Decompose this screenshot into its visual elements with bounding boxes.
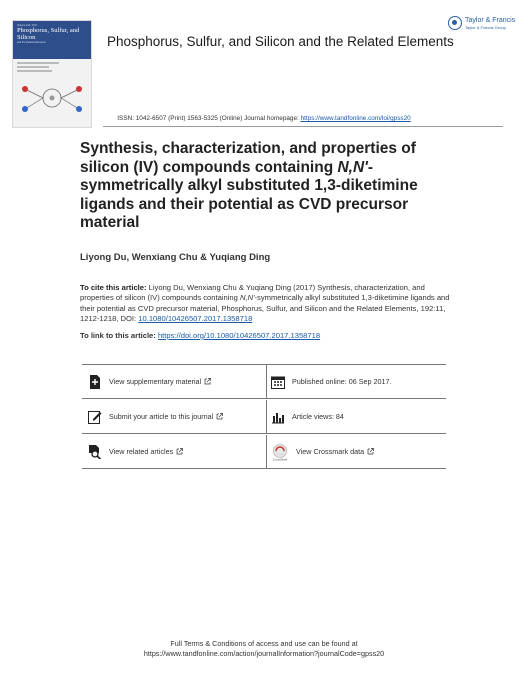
citation-label: To cite this article: xyxy=(80,283,147,292)
cover-header xyxy=(13,21,91,59)
issn-text: ISSN: 1042-6507 (Print) 1563-5325 (Online) Journal homepage: xyxy=(117,115,301,122)
cover-molecule-graphic xyxy=(17,77,87,119)
article-link-line xyxy=(80,331,320,340)
article-doi-url[interactable]: https://doi.org/10.1080/10426507.2017.1358718 xyxy=(157,331,321,340)
published-date: Published online: 06 Sep 2017. xyxy=(266,365,446,398)
citation-block: To cite this article: Liyong Du, Wenxiang Chu & Yuqiang Ding (2017) Synthesis, characterization, and properties of silicon (IV) compounds containing N,N'-symmetrically alkyl substituted 1,3-diketimine ligands and their potential as CVD precursor material, Phosphorus, Sulfur, and Silicon and the Related Elements, 192:11, 1212-1218, DOI: 10.1080/10426507.2017.1358718 xyxy=(80,283,450,324)
info-row-3 xyxy=(82,435,446,469)
crossmark-icon xyxy=(271,443,289,461)
article-authors: Liyong Du, Wenxiang Chu & Yuqiang Ding xyxy=(80,252,271,263)
external-link-icon xyxy=(367,448,374,455)
add-document-icon xyxy=(88,375,102,389)
cover-journal-name: Phosphorus, Sulfur, and Silicon xyxy=(17,27,80,41)
submit-article-link[interactable]: Submit your article to this journal xyxy=(88,400,256,433)
doi-link[interactable]: 10.1080/10426507.2017.1358718 xyxy=(138,314,253,324)
publisher-name: Taylor & Francis xyxy=(465,16,516,24)
crossmark-link[interactable]: CrossMark View Crossmark data xyxy=(266,435,446,468)
header-divider xyxy=(103,126,503,127)
journal-title: Phosphorus, Sulfur, and Silicon and the Related Elements xyxy=(107,34,454,49)
article-info-box xyxy=(82,364,446,468)
publisher-logo[interactable] xyxy=(448,16,515,30)
terms-text: Full Terms & Conditions of access and use can be found at xyxy=(170,639,358,648)
bar-chart-icon xyxy=(271,410,285,424)
publisher-tagline: Taylor & Francis Group xyxy=(465,24,506,30)
external-link-icon xyxy=(216,413,223,420)
related-articles-link[interactable]: View related articles xyxy=(88,435,256,468)
search-document-icon xyxy=(88,445,102,459)
info-row-1 xyxy=(82,365,446,399)
issn-line xyxy=(0,115,528,122)
journal-homepage-link[interactable]: https://www.tandfonline.com/loi/gpss20 xyxy=(300,115,411,122)
terms-url[interactable]: https://www.tandfonline.com/action/journalInformation?journalCode=gpss20 xyxy=(143,649,385,658)
cover-subtitle: and the Related Elements xyxy=(17,41,46,44)
link-label: To link to this article: xyxy=(80,331,156,340)
supplementary-material-link[interactable]: View supplementary material xyxy=(88,365,256,398)
article-views: Article views: 84 xyxy=(266,400,446,433)
article-title: Synthesis, characterization, and properties of silicon (IV) compounds containing N,N'-symmetrically alkyl substituted 1,3-diketimine ligands and their potential as CVD precursor material xyxy=(80,140,418,232)
external-link-icon xyxy=(176,448,183,455)
taylor-francis-logo-icon xyxy=(448,16,462,30)
cover-volume: Volume 192, 2017 xyxy=(17,24,38,27)
calendar-icon xyxy=(271,375,285,389)
edit-icon xyxy=(88,410,102,424)
crossmark-logo-text: CrossMark xyxy=(272,457,288,461)
terms-footer xyxy=(0,639,528,659)
info-row-2 xyxy=(82,400,446,434)
journal-cover-thumbnail xyxy=(12,20,92,128)
cover-text-lines xyxy=(13,59,91,77)
external-link-icon xyxy=(204,378,211,385)
